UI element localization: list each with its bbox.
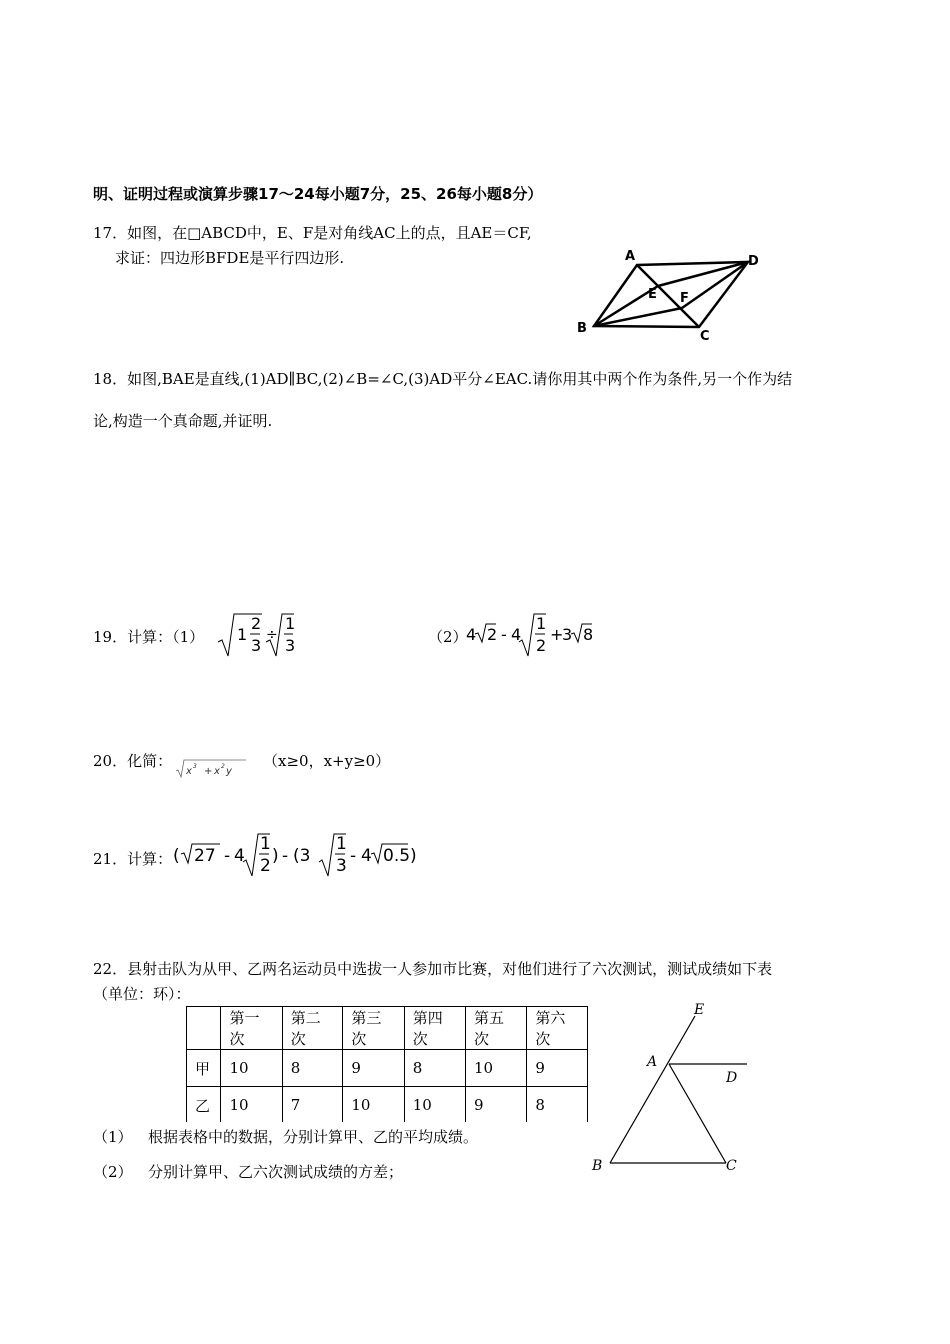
table-cell: 9 xyxy=(527,1050,588,1087)
q20-prefix: 20．化简： xyxy=(93,752,173,770)
svg-text:1: 1 xyxy=(285,614,296,633)
scores-table-clip xyxy=(186,1006,588,1122)
q21-expr xyxy=(172,830,422,882)
svg-text:+: + xyxy=(550,625,564,644)
table-header-cell: 第二次 xyxy=(282,1007,343,1050)
table-header-cell: 第五次 xyxy=(466,1007,527,1050)
q18-line1: 18．如图,BAE是直线,(1)AD∥BC,(2)∠B=∠C,(3)AD平分∠EAC.请你用其中两个作为条件,另一个作为结 xyxy=(93,370,793,388)
table-header-cell: 第三次 xyxy=(343,1007,404,1050)
q21-prefix: 21．计算： xyxy=(93,850,173,868)
table-cell: 10 xyxy=(466,1050,527,1087)
svg-text:1: 1 xyxy=(336,834,347,854)
svg-text:): ) xyxy=(410,846,417,866)
q22-line1: 22．县射击队为从甲、乙两名运动员中选拔一人参加市比赛，对他们进行了六次测试，测试成绩如下表 xyxy=(93,960,773,978)
svg-text:1: 1 xyxy=(260,834,271,854)
q20-expr xyxy=(174,757,250,781)
svg-text:4: 4 xyxy=(466,625,477,644)
q19-prefix: 19．计算：（1） xyxy=(93,628,205,646)
svg-text:3: 3 xyxy=(562,625,573,644)
table-header-cell xyxy=(187,1007,221,1050)
q17-line1: 17．如图，在□ABCD中，E、F是对角线AC上的点，且AE＝CF, xyxy=(93,224,532,242)
svg-text:-: - xyxy=(350,846,357,866)
table-cell: 7 xyxy=(282,1087,343,1123)
label-d: D xyxy=(726,1070,738,1086)
q20-condition: （x≥0，x+y≥0） xyxy=(263,752,391,770)
table-header-cell: 第四次 xyxy=(404,1007,465,1050)
svg-text:-: - xyxy=(282,846,289,866)
svg-text:3: 3 xyxy=(251,636,262,655)
table-cell: 甲 xyxy=(187,1050,221,1087)
diagonal-ac xyxy=(637,265,699,327)
parallelogram-abcd xyxy=(594,262,748,327)
table-cell: 10 xyxy=(343,1087,404,1123)
q22-sub2-text: 分别计算甲、乙六次测试成绩的方差； xyxy=(148,1163,404,1181)
svg-text:y: y xyxy=(226,766,232,777)
svg-text:x: x xyxy=(214,766,220,777)
svg-text:3: 3 xyxy=(285,636,296,655)
segment-ed xyxy=(658,262,748,286)
scores-table xyxy=(186,1006,588,1122)
label-e: E xyxy=(648,287,657,302)
label-a: A xyxy=(625,249,636,264)
svg-text:(: ( xyxy=(173,846,180,866)
svg-text:+: + xyxy=(204,766,213,777)
svg-text:8: 8 xyxy=(583,625,594,644)
svg-text:3: 3 xyxy=(193,763,197,770)
table-cell: 9 xyxy=(343,1050,404,1087)
svg-text:4: 4 xyxy=(234,846,245,866)
svg-text:): ) xyxy=(272,846,279,866)
svg-text:x: x xyxy=(186,766,192,777)
svg-text:4: 4 xyxy=(511,625,522,644)
q19-part2: （2） xyxy=(428,628,468,646)
table-cell: 10 xyxy=(404,1087,465,1123)
label-e: E xyxy=(694,1002,705,1018)
table-row xyxy=(187,1087,588,1123)
line-bae xyxy=(610,1016,695,1163)
svg-text:-: - xyxy=(224,846,231,866)
q17-line2: 求证：四边形BFDE是平行四边形. xyxy=(115,249,345,267)
table-cell: 8 xyxy=(527,1087,588,1123)
table-cell: 9 xyxy=(466,1087,527,1123)
svg-text:-: - xyxy=(501,625,507,644)
svg-text:2: 2 xyxy=(260,856,271,876)
label-c: C xyxy=(726,1158,737,1174)
svg-text:2: 2 xyxy=(487,625,498,644)
svg-text:2: 2 xyxy=(536,636,547,655)
label-b: B xyxy=(592,1158,603,1174)
table-cell: 8 xyxy=(404,1050,465,1087)
q22-sub1-num: （1） xyxy=(93,1128,133,1146)
segment-ac xyxy=(669,1064,726,1163)
table-cell: 10 xyxy=(221,1050,282,1087)
label-a: A xyxy=(647,1054,658,1070)
q18-line2: 论,构造一个真命题,并证明. xyxy=(93,412,273,430)
table-header-cell: 第六次 xyxy=(527,1007,588,1050)
svg-text:÷: ÷ xyxy=(266,627,278,643)
svg-text:0.5: 0.5 xyxy=(383,846,411,866)
svg-text:1: 1 xyxy=(237,625,248,644)
label-d: D xyxy=(748,254,759,269)
table-row xyxy=(187,1050,588,1087)
svg-text:4: 4 xyxy=(361,846,372,866)
q22-sub1-text: 根据表格中的数据，分别计算甲、乙的平均成绩。 xyxy=(148,1128,479,1146)
svg-text:2: 2 xyxy=(221,763,225,770)
q19-expr2 xyxy=(464,610,614,660)
label-f: F xyxy=(680,291,689,306)
q19-expr1 xyxy=(214,610,304,660)
q22-line2: （单位：环）： xyxy=(93,985,191,1003)
svg-text:27: 27 xyxy=(194,846,216,866)
section-note: 明、证明过程或演算步骤17～24每小题7分，25、26每小题8分） xyxy=(93,185,543,203)
table-cell: 10 xyxy=(221,1087,282,1123)
parallelogram-figure xyxy=(570,245,770,345)
table-header-row xyxy=(187,1007,588,1050)
svg-text:1: 1 xyxy=(536,614,547,633)
triangle-figure xyxy=(580,996,770,1181)
svg-text:3: 3 xyxy=(336,856,347,876)
svg-text:2: 2 xyxy=(251,614,262,633)
table-header-cell: 第一次 xyxy=(221,1007,282,1050)
segment-fd xyxy=(682,262,748,308)
svg-text:(3: (3 xyxy=(293,846,311,866)
table-cell: 8 xyxy=(282,1050,343,1087)
q22-sub2-num: （2） xyxy=(93,1163,133,1181)
table-cell: 乙 xyxy=(187,1087,221,1123)
label-b: B xyxy=(577,321,587,336)
label-c: C xyxy=(700,329,710,344)
